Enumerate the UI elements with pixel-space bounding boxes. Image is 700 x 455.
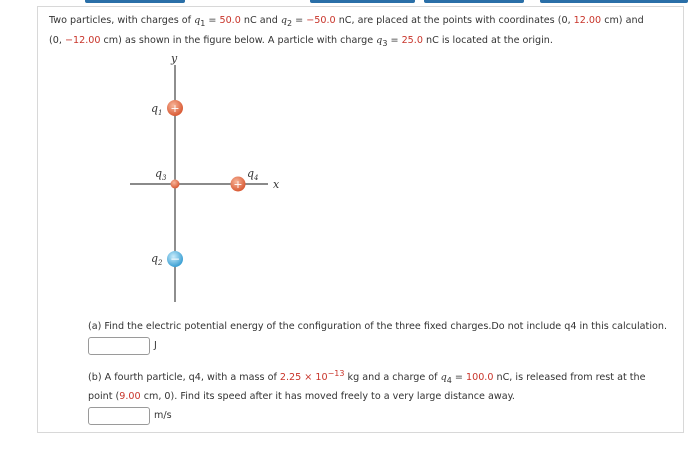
part-b-text: point (88, 391, 116, 403)
part-b-question-line-2 (88, 389, 678, 405)
q2-subscript: 2 (287, 18, 293, 28)
charge-diagram (125, 50, 295, 305)
part-b-text: kg and a charge of (344, 372, 441, 384)
part-b-answer-input[interactable] (88, 407, 150, 425)
q3-unit: nC (422, 34, 439, 46)
part-b-answer-row (88, 407, 678, 425)
top-tab-bar-1 (85, 0, 185, 3)
intro-text: are placed at the points with coordinates (354, 15, 558, 26)
q2-value: −50.0 (306, 15, 336, 26)
top-tab-bar-2 (310, 0, 415, 3)
coord-text: cm, 0). (140, 391, 178, 403)
top-tab-bar-3 (424, 0, 524, 3)
equals-sign: = (387, 34, 402, 46)
intro-text: Two particles, with charges of (49, 15, 195, 26)
q4-x-coordinate: 9.00 (119, 391, 141, 403)
q1-label: $q_1$ (151, 102, 163, 117)
part-b-text: Find its speed after it has moved freely to a very large distance away. (177, 391, 515, 403)
q4-label: $q_4$ (247, 167, 259, 182)
q3-symbol: q (376, 34, 383, 46)
part-b-text: (b) A fourth particle, q4, with a mass of (88, 372, 280, 384)
y-axis-label: y (171, 52, 178, 65)
q1-value: 50.0 (219, 15, 241, 26)
part-a (88, 319, 678, 355)
q3-positive-charge (171, 180, 180, 189)
part-a-answer-input[interactable] (88, 337, 150, 355)
coord-text: cm) (601, 15, 623, 26)
q1-y-coordinate: 12.00 (573, 15, 602, 26)
part-a-answer-row (88, 337, 678, 355)
top-tab-bar-4 (540, 0, 688, 3)
coord-text: cm) (100, 34, 122, 46)
equals-sign: = (205, 15, 220, 26)
minus-sign: − (169, 252, 181, 266)
q2-unit: nC, (335, 15, 355, 26)
q3-label: $q_3$ (155, 167, 167, 182)
q3-value: 25.0 (401, 34, 423, 46)
coord-text: ( (115, 391, 120, 403)
intro-text: is located at the origin. (438, 34, 553, 46)
equals-sign: = (292, 15, 307, 26)
q4-unit: nC, (493, 372, 513, 384)
part-b (88, 366, 678, 425)
q4-mass-exponent: −13 (327, 369, 345, 378)
q3-subscript: 3 (382, 38, 388, 48)
coord-text: (0, (557, 15, 574, 26)
problem-line-1 (49, 12, 684, 32)
part-b-unit: m/s (154, 410, 172, 422)
q4-symbol: q (440, 372, 447, 384)
plus-sign: + (170, 102, 180, 115)
intro-text: and (622, 15, 644, 26)
intro-text: and (256, 15, 281, 26)
q1-subscript: 1 (200, 18, 206, 28)
q2-symbol: q (280, 15, 287, 26)
plus-sign: + (233, 178, 243, 191)
part-b-text: is released from rest at the (512, 372, 646, 384)
intro-text: as shown in the figure below. A particle with charge (121, 34, 377, 46)
q4-subscript: 4 (446, 376, 452, 386)
q2-label: $q_2$ (151, 252, 163, 267)
q1-unit: nC (240, 15, 257, 26)
problem-line-2 (49, 32, 684, 52)
x-axis-label: x (273, 178, 280, 191)
coord-text: (0, (49, 34, 65, 46)
equals-sign: = (451, 372, 466, 384)
q4-mass-value: 2.25 × 10 (279, 372, 328, 384)
q4-charge-value: 100.0 (466, 372, 494, 384)
q2-y-coordinate: −12.00 (64, 34, 101, 46)
problem-statement (49, 12, 684, 52)
q1-symbol: q (194, 15, 201, 26)
part-a-unit: J (154, 340, 157, 351)
part-b-question-line-1 (88, 366, 678, 389)
part-a-question: (a) Find the electric potential energy of the configuration of the three fixed charges.Do not include q4 in this calculation. (88, 321, 667, 332)
